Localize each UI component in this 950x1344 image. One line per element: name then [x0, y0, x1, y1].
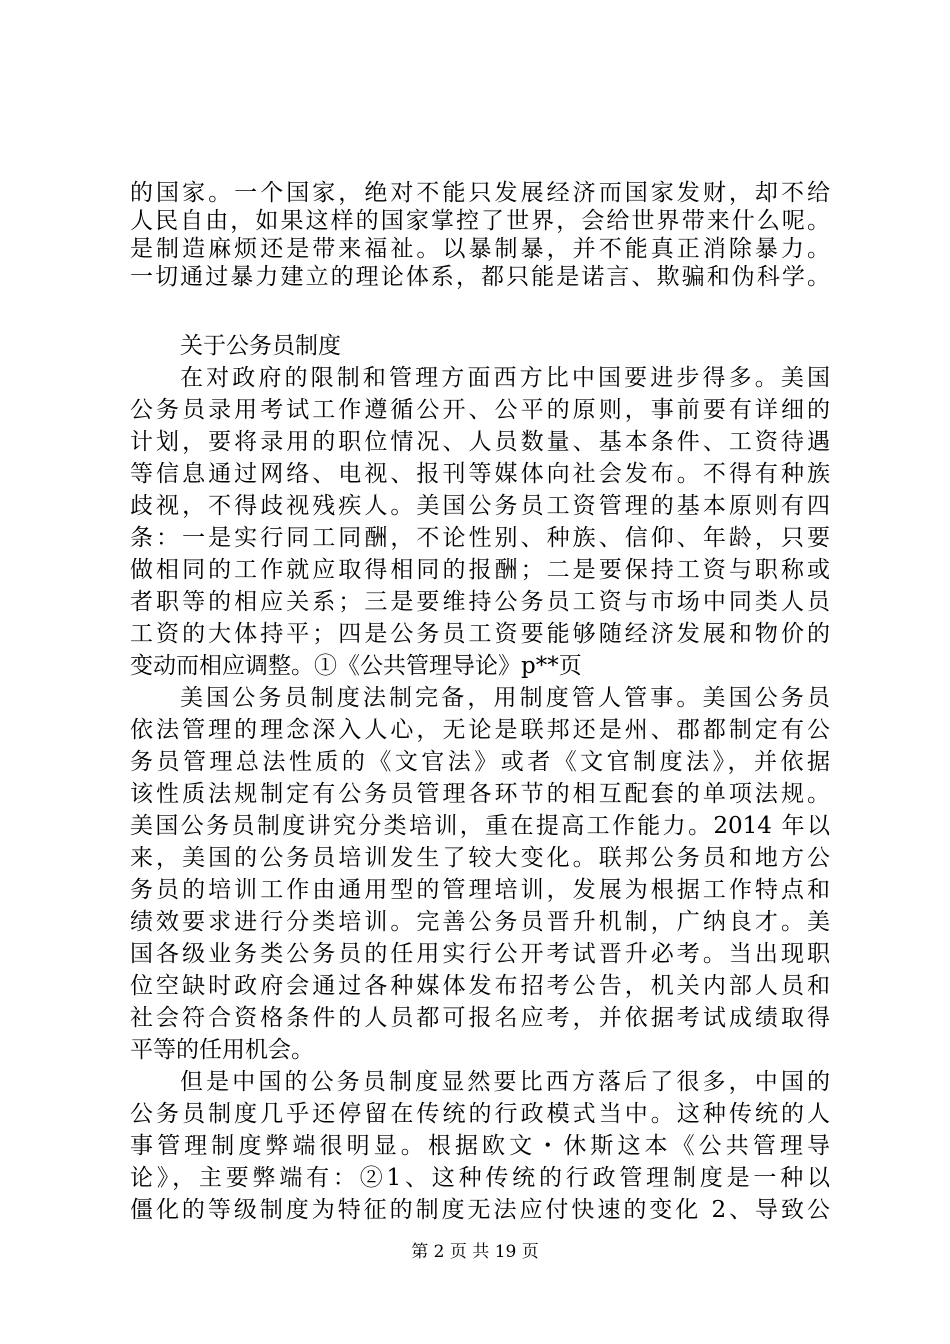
- text-line: 务员管理总法性质的《文官法》或者《文官制度法》，并依据: [130, 749, 830, 775]
- section-heading: 关于公务员制度: [180, 333, 341, 359]
- text-line: 依法管理的理念深入人心，无论是联邦还是州、郡都制定有公: [130, 717, 830, 743]
- text-line: 公务员制度几乎还停留在传统的行政模式当中。这种传统的人: [130, 1101, 830, 1127]
- text-line: 者职等的相应关系；三是要维持公务员工资与市场中同类人员: [130, 589, 830, 615]
- page-footer: 第 2 页 共 19 页: [411, 1242, 539, 1262]
- text-line: 变动而相应调整。①《公共管理导论》p**页: [130, 653, 582, 679]
- text-line: 是制造麻烦还是带来福祉。以暴制暴，并不能真正消除暴力。: [130, 236, 830, 262]
- text-line: 人民自由，如果这样的国家掌控了世界，会给世界带来什么呢。: [130, 208, 830, 234]
- text-line: 务员的培训工作由通用型的管理培训，发展为根据工作特点和: [130, 877, 830, 903]
- text-line: 论》，主要弊端有：②1、这种传统的行政管理制度是一种以: [130, 1165, 830, 1191]
- text-line: 在对政府的限制和管理方面西方比中国要进步得多。美国: [180, 365, 830, 391]
- text-line: 公务员录用考试工作遵循公开、公平的原则，事前要有详细的: [130, 397, 830, 423]
- text-line: 国各级业务类公务员的任用实行公开考试晋升必考。当出现职: [130, 941, 830, 967]
- text-line: 但是中国的公务员制度显然要比西方落后了很多，中国的: [180, 1069, 830, 1095]
- text-line: 平等的任用机会。: [130, 1037, 314, 1063]
- text-line: 该性质法规制定有公务员管理各环节的相互配套的单项法规。: [130, 781, 830, 807]
- text-line: 事管理制度弊端很明显。根据欧文・休斯这本《公共管理导: [130, 1133, 830, 1159]
- text-line: 计划，要将录用的职位情况、人员数量、基本条件、工资待遇: [130, 429, 830, 455]
- text-line: 僵化的等级制度为特征的制度无法应付快速的变化 2、导致公: [130, 1197, 830, 1223]
- text-line: 做相同的工作就应取得相同的报酬；二是要保持工资与职称或: [130, 557, 830, 583]
- text-line: 一切通过暴力建立的理论体系，都只能是诺言、欺骗和伪科学。: [130, 264, 830, 290]
- text-line: 社会符合资格条件的人员都可报名应考，并依据考试成绩取得: [130, 1005, 830, 1031]
- text-line: 工资的大体持平；四是公务员工资要能够随经济发展和物价的: [130, 621, 830, 647]
- text-line: 绩效要求进行分类培训。完善公务员晋升机制，广纳良才。美: [130, 909, 830, 935]
- text-line: 等信息通过网络、电视、报刊等媒体向社会发布。不得有种族: [130, 461, 830, 487]
- text-line: 来，美国的公务员培训发生了较大变化。联邦公务员和地方公: [130, 845, 830, 871]
- text-line: 的国家。一个国家，绝对不能只发展经济而国家发财，却不给: [130, 180, 830, 206]
- text-line: 条：一是实行同工同酬，不论性别、种族、信仰、年龄，只要: [130, 525, 830, 551]
- text-line: 位空缺时政府会通过各种媒体发布招考公告，机关内部人员和: [130, 973, 830, 999]
- text-line: 歧视，不得歧视残疾人。美国公务员工资管理的基本原则有四: [130, 493, 830, 519]
- text-line: 美国公务员制度讲究分类培训，重在提高工作能力。2014 年以: [130, 813, 830, 839]
- text-line: 美国公务员制度法制完备，用制度管人管事。美国公务员: [180, 685, 830, 711]
